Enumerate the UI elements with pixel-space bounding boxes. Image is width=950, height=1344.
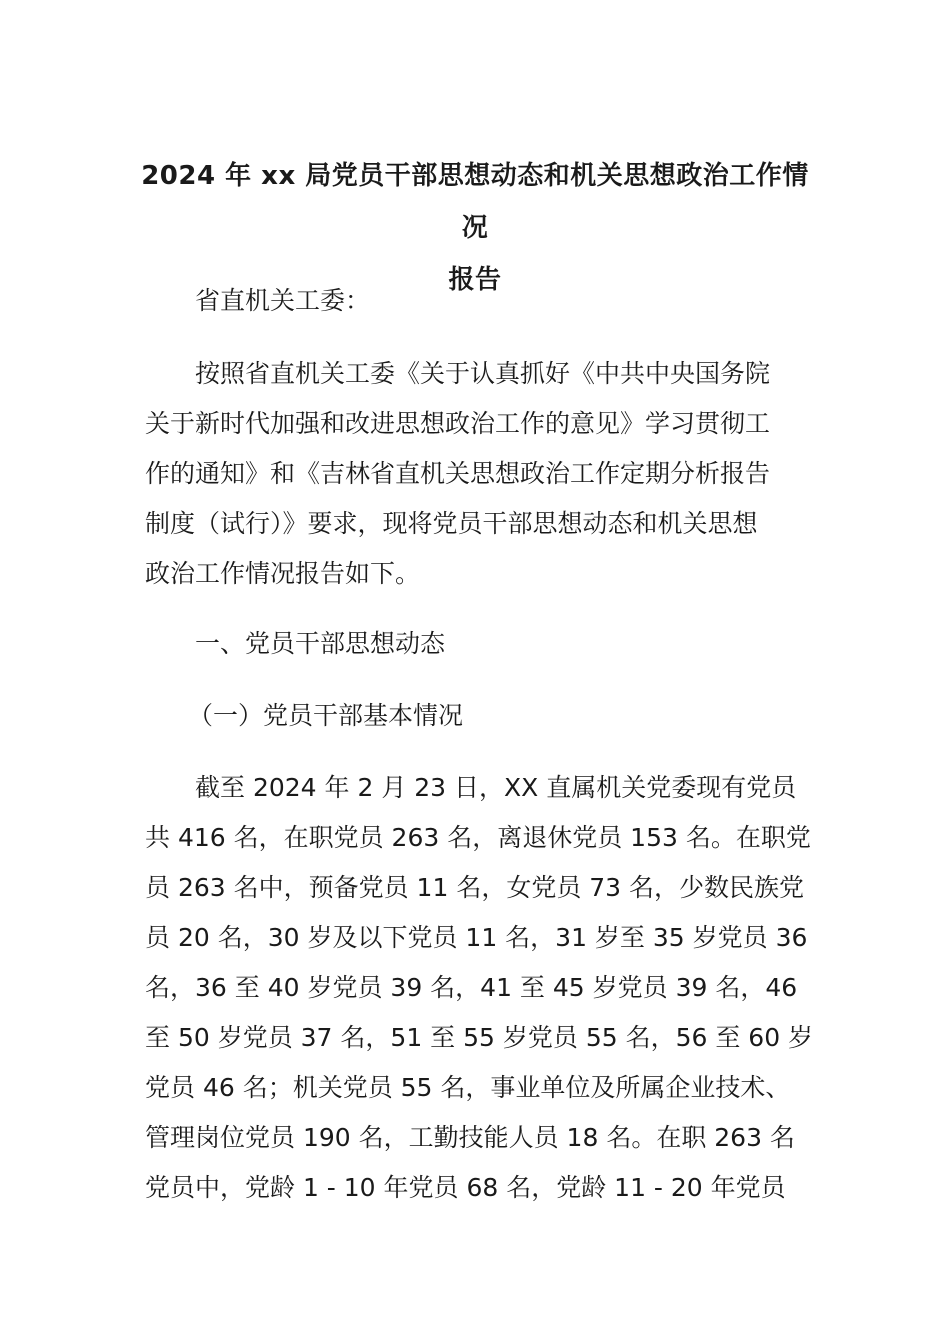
body-line-4: 员 20 名，30 岁及以下党员 11 名，31 岁至 35 岁党员 36 [145, 923, 808, 952]
body-line-2: 共 416 名，在职党员 263 名，离退休党员 153 名。在职党 [145, 823, 811, 852]
document-title [140, 150, 810, 306]
intro-line-2: 关于新时代加强和改进思想政治工作的意见》学习贯彻工 [145, 409, 771, 438]
body-line-6: 至 50 岁党员 37 名，51 至 55 岁党员 55 名，56 至 60 岁 [145, 1023, 814, 1052]
salutation: 省直机关工委： [195, 286, 371, 315]
body-line-3: 员 263 名中，预备党员 11 名，女党员 73 名，少数民族党 [145, 873, 805, 902]
body-line-5: 名，36 至 40 岁党员 39 名，41 至 45 岁党员 39 名，46 [145, 973, 798, 1002]
title-line-2: 报告 [448, 265, 502, 295]
intro-line-4: 制度（试行）》要求，现将党员干部思想动态和机关思想 [145, 509, 758, 538]
intro-line-3: 作的通知》和《吉林省直机关思想政治工作定期分析报告 [145, 459, 771, 488]
body-line-8: 管理岗位党员 190 名，工勤技能人员 18 名。在职 263 名 [145, 1123, 795, 1152]
subsection-heading-1-1: （一）党员干部基本情况 [188, 701, 464, 730]
intro-line-5: 政治工作情况报告如下。 [145, 559, 421, 588]
body-line-9: 党员中，党龄 1 - 10 年党员 68 名，党龄 11 - 20 年党员 [145, 1173, 786, 1202]
intro-line-1: 按照省直机关工委《关于认真抓好《中共中央国务院 [195, 359, 771, 388]
section-heading-1: 一、党员干部思想动态 [195, 629, 446, 658]
body-line-7: 党员 46 名；机关党员 55 名，事业单位及所属企业技术、 [145, 1073, 791, 1102]
title-line-1: 2024 年 xx 局党员干部思想动态和机关思想政治工作情况 [141, 161, 809, 243]
body-line-1: 截至 2024 年 2 月 23 日，XX 直属机关党委现有党员 [195, 773, 797, 802]
